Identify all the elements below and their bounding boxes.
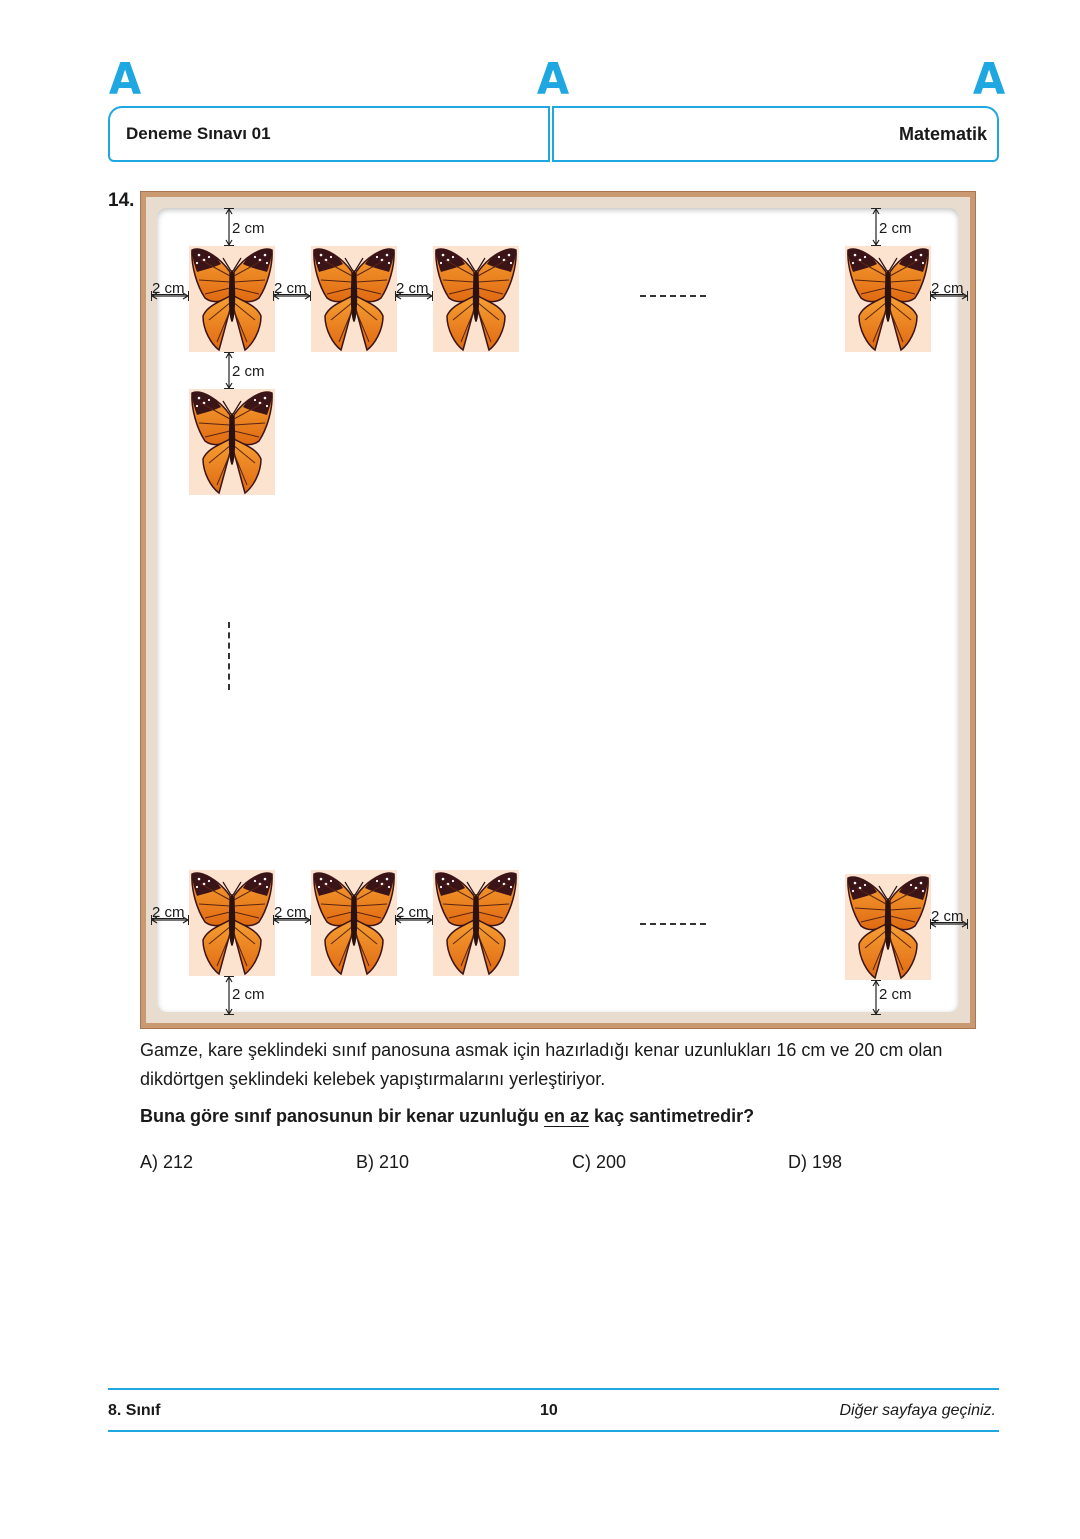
butterfly-bottom-3 — [433, 870, 519, 976]
choice-b[interactable]: B) 210 — [356, 1152, 410, 1172]
question-body: Gamze, kare şeklindeki sınıf panosuna asmak için hazırladığı kenar uzunlukları 16 cm ve 20 cm olan dikdörtgen şeklindeki kelebek yapıştırmalarını yerleştiriyor. — [140, 1040, 943, 1089]
exam-name: Deneme Sınavı 01 — [126, 124, 271, 143]
label-right-gap-top: 2 cm — [931, 280, 964, 297]
footer-bottom-line — [108, 1430, 999, 1432]
butterfly-icon — [845, 874, 931, 980]
booklet-letter-left: A — [108, 54, 142, 105]
question-prompt — [140, 1106, 754, 1127]
butterfly-top-3 — [433, 246, 519, 352]
butterfly-icon — [311, 870, 397, 976]
question-number: 14. — [108, 190, 135, 211]
label-bottom-gap-right: 2 cm — [879, 986, 912, 1003]
booklet-letter-center: A — [536, 54, 570, 105]
prompt-emphasis: en az — [544, 1106, 590, 1126]
butterfly-icon — [189, 246, 275, 352]
exam-name-box — [108, 106, 550, 162]
label-gap-1-2-bottom: 2 cm — [274, 904, 307, 921]
butterfly-icon — [311, 246, 397, 352]
ellipsis-top-row — [640, 295, 706, 297]
butterfly-icon — [189, 870, 275, 976]
butterfly-top-2 — [311, 246, 397, 352]
ellipsis-left-column — [228, 622, 230, 690]
butterfly-bottom-2 — [311, 870, 397, 976]
butterfly-left-2 — [189, 389, 275, 495]
subject-box — [552, 106, 999, 162]
label-gap-2-3-bottom: 2 cm — [396, 904, 429, 921]
booklet-letter-right: A — [972, 54, 1006, 105]
label-left-gap-bottom: 2 cm — [152, 904, 185, 921]
choice-c[interactable]: C) 200 — [572, 1152, 627, 1172]
prompt-before: Buna göre sınıf panosunun bir kenar uzunluğu — [140, 1106, 545, 1126]
label-bottom-gap-left: 2 cm — [232, 986, 265, 1003]
label-right-gap-bottom: 2 cm — [931, 908, 964, 925]
butterfly-icon — [433, 246, 519, 352]
label-top-gap-right: 2 cm — [879, 220, 912, 237]
label-gap-1-2-top: 2 cm — [274, 280, 307, 297]
footer-grade: 8. Sınıf — [108, 1402, 161, 1419]
butterfly-top-1 — [189, 246, 275, 352]
butterfly-top-last — [845, 246, 931, 352]
butterfly-bottom-last — [845, 874, 931, 980]
ellipsis-bottom-row — [640, 923, 706, 925]
label-gap-2-3-top: 2 cm — [396, 280, 429, 297]
choice-a[interactable]: A) 212 — [140, 1152, 194, 1172]
butterfly-icon — [189, 389, 275, 495]
butterfly-icon — [845, 246, 931, 352]
label-vertical-gap: 2 cm — [232, 363, 265, 380]
footer-top-line — [108, 1388, 999, 1390]
footer-page-number: 10 — [540, 1402, 558, 1419]
butterfly-bottom-1 — [189, 870, 275, 976]
prompt-after: kaç santimetredir? — [589, 1106, 755, 1126]
label-left-gap-top: 2 cm — [152, 280, 185, 297]
footer-next-page: Diğer sayfaya geçiniz. — [839, 1402, 996, 1419]
subject-name: Matematik — [898, 123, 987, 144]
choice-d[interactable]: D) 198 — [788, 1152, 843, 1172]
board-surface — [157, 208, 959, 1012]
label-top-gap-left: 2 cm — [232, 220, 265, 237]
butterfly-icon — [433, 870, 519, 976]
